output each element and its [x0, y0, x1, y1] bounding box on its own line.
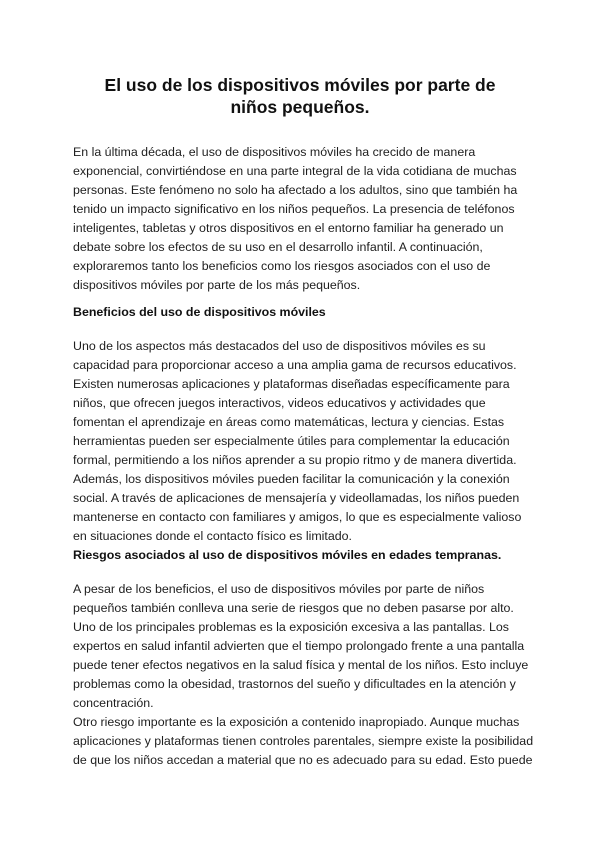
risks-line: pequeños también conlleva una serie de riesgos que no deben pasarse por alto.: [73, 601, 514, 615]
risks-line: problemas como la obesidad, trastornos del sueño y dificultades en la atención y: [73, 677, 516, 691]
benefits-line: social. A través de aplicaciones de mensajería y videollamadas, los niños pueden: [73, 491, 520, 505]
benefits-line: herramientas pueden ser especialmente útiles para complementar la educación: [73, 434, 510, 448]
intro-line: exploraremos tanto los beneficios como los riesgos asociados con el uso de: [73, 259, 491, 273]
title-line: El uso de los dispositivos móviles por parte de: [104, 75, 496, 95]
intro-line: inteligentes, tabletas y otros dispositivos en el entorno familiar ha generado un: [73, 221, 504, 235]
benefits-line: Uno de los aspectos más destacados del uso de dispositivos móviles es su: [73, 339, 486, 353]
benefits-line: formal, permitiendo a los niños aprender a su propio ritmo y de manera divertida.: [73, 453, 517, 467]
benefits-line: niños, que ofrecen juegos interactivos, videos educativos y actividades que: [73, 396, 486, 410]
risks-line: A pesar de los beneficios, el uso de dispositivos móviles por parte de niños: [73, 582, 485, 596]
risks-line: expertos en salud infantil advierten que el tiempo prolongado frente a una pantalla: [73, 639, 525, 653]
risks-line: concentración.: [73, 696, 154, 710]
benefits-line: mantenerse en contacto con familiares y amigos, lo que es especialmente valioso: [73, 510, 522, 524]
section-heading-benefits: Beneficios del uso de dispositivos móviles: [73, 305, 326, 319]
intro-line: En la última década, el uso de dispositivos móviles ha crecido de manera: [73, 145, 476, 159]
benefits-line: capacidad para proporcionar acceso a una amplia gama de recursos educativos.: [73, 358, 517, 372]
benefits-line: fomentan el aprendizaje en áreas como matemáticas, lectura y ciencias. Estas: [73, 415, 505, 429]
intro-line: exponencial, convirtiéndose en una parte integral de la vida cotidiana de muchas: [73, 164, 517, 178]
section-heading-risks: Riesgos asociados al uso de dispositivos móviles en edades tempranas.: [73, 548, 502, 562]
risks-line: Uno de los principales problemas es la exposición excesiva a las pantallas. Los: [73, 620, 509, 634]
risks-line: Otro riesgo importante es la exposición a contenido inapropiado. Aunque muchas: [73, 715, 520, 729]
intro-line: debate sobre los efectos de su uso en el desarrollo infantil. A continuación,: [73, 240, 483, 254]
benefits-line: Además, los dispositivos móviles pueden facilitar la comunicación y la conexión: [73, 472, 510, 486]
risks-line: puede tener efectos negativos en la salud física y mental de los niños. Esto incluye: [73, 658, 529, 672]
intro-line: tenido un impacto significativo en los niños pequeños. La presencia de teléfonos: [73, 202, 515, 216]
document-title: [70, 74, 530, 118]
intro-line: personas. Este fenómeno no solo ha afectado a los adultos, sino que también ha: [73, 183, 518, 197]
benefits-line: Existen numerosas aplicaciones y plataformas diseñadas específicamente para: [73, 377, 510, 391]
risks-line: de que los niños accedan a material que no es adecuado para su edad. Esto puede: [73, 753, 533, 767]
benefits-line: en situaciones donde el contacto físico es limitado.: [73, 529, 352, 543]
intro-line: dispositivos móviles por parte de los más pequeños.: [73, 278, 361, 292]
risks-line: aplicaciones y plataformas tienen controles parentales, siempre existe la posibilidad: [73, 734, 534, 748]
title-line: niños pequeños.: [230, 97, 370, 117]
